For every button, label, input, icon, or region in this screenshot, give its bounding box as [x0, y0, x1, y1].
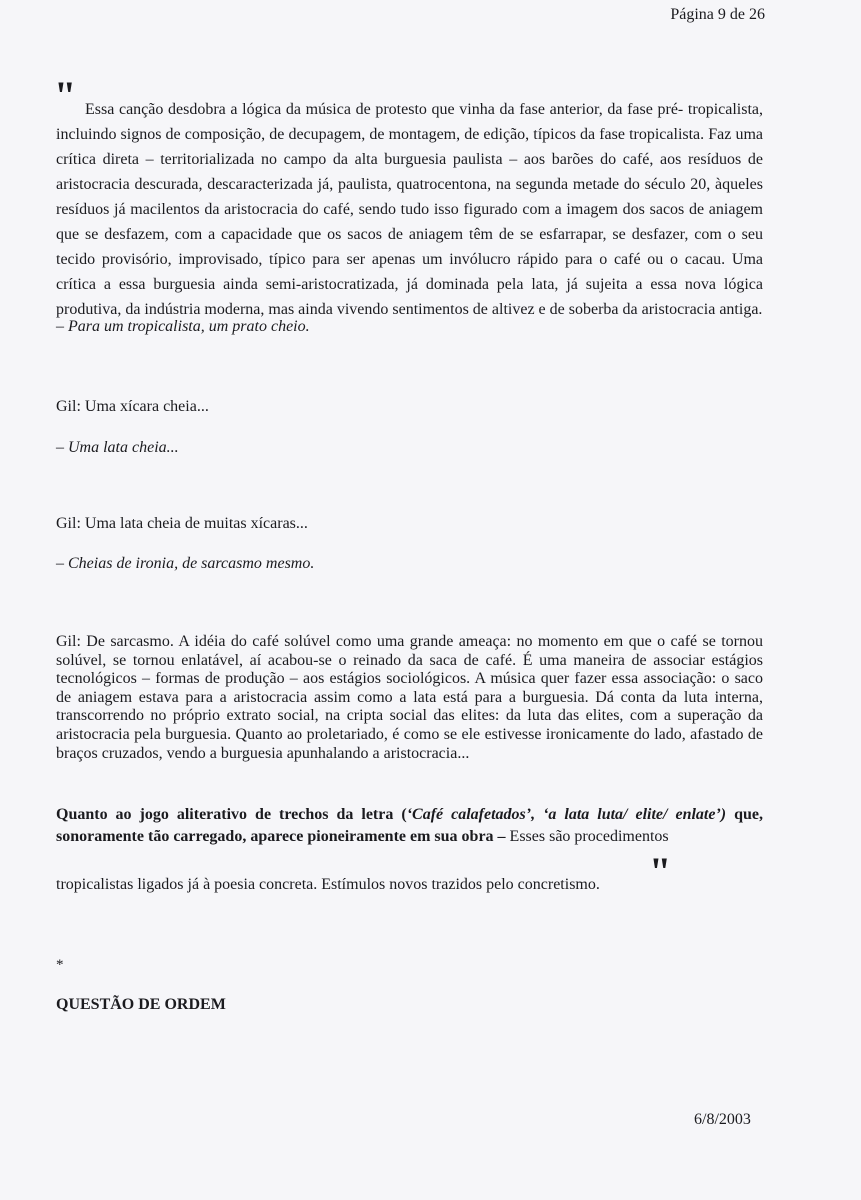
answer-start: Esses são procedimentos	[505, 828, 669, 845]
interviewer-line-1: – Para um tropicalista, um prato cheio.	[56, 318, 310, 335]
interviewer-line-3: – Cheias de ironia, de sarcasmo mesmo.	[56, 555, 315, 572]
question-paragraph	[56, 804, 763, 848]
page-number: Página 9 de 26	[670, 6, 765, 23]
paragraph-intro	[56, 97, 763, 322]
opening-quote-mark: "	[54, 73, 71, 118]
question-bold-end: que, sonoramente tão carregado, aparece pioneiramente em sua obra –	[56, 806, 764, 845]
paragraph-intro-rest: tropicalista, incluindo signos de composição, de decupagem, de montagem, de edição, típicos da fase tropicalista. Faz uma crítica direta – territorializada no campo da alta burguesia paulista – aos barões do café, aos resíduos de aristocracia descurada, descaracterizada já, paulista, quatrocentona, na segunda metade do século 20, àqueles resíduos já macilentos da aristocracia do café, sendo tudo isso figurado com a imagem dos sacos de aniagem que se desfazem, com a capacidade que os sacos de aniagem têm de se esfarrapar, se desfazer, com o seu tecido provisório, improvisado, típico para ser apenas um invólucro rápido para o café ou o cacau. Uma crítica a essa burguesia ainda semi-aristocratizada, já dominada pela lata, já sujeita a essa nova lógica produtiva, da indústria moderna, mas ainda vivendo sentimentos de altivez e de soberba da aristocracia antiga.	[56, 101, 764, 318]
footer-date: 6/8/2003	[694, 1111, 751, 1128]
section-title: QUESTÃO DE ORDEM	[56, 996, 226, 1013]
gil-line-2: Gil: Uma lata cheia de muitas xícaras...	[56, 515, 308, 532]
section-separator: *	[56, 957, 64, 973]
closing-quote-mark: "	[649, 849, 666, 894]
paragraph-gil-sarcasmo: Gil: De sarcasmo. A idéia do café solúvel como uma grande ameaça: no momento em que o café se tornou solúvel, se tornou enlatável, aí acabou-se o reinado da saca de café. É uma maneira de associar estágios tecnológicos – formas de produção – aos estágios sociológicos. A música quer fazer essa associação: o saco de aniagem estava para a aristocracia assim como a lata está para a burguesia. Dá conta da luta interna, transcorrendo no próprio extrato social, na cripta social das elites: da luta das elites, com a superação da aristocracia pela burguesia. Quanto ao proletariado, é como se ele estivesse ironicamente do lado, afastado de braços cruzados, vendo a burguesia apunhalando a aristocracia...	[56, 633, 763, 762]
interviewer-line-2: – Uma lata cheia...	[56, 439, 179, 456]
answer-continuation: tropicalistas ligados já à poesia concreta. Estímulos novos trazidos pelo concretismo.	[56, 876, 600, 893]
gil-line-1: Gil: Uma xícara cheia...	[56, 398, 209, 415]
paragraph-intro-first-line: Essa canção desdobra a lógica da música de protesto que vinha da fase anterior, da fase pré-	[85, 101, 684, 118]
question-bold-start: Quanto ao jogo aliterativo de trechos da letra (	[56, 806, 407, 823]
question-lyrics-quote: ‘Café calafetados’, ‘a lata luta/ elite/ enlate’)	[406, 806, 727, 823]
